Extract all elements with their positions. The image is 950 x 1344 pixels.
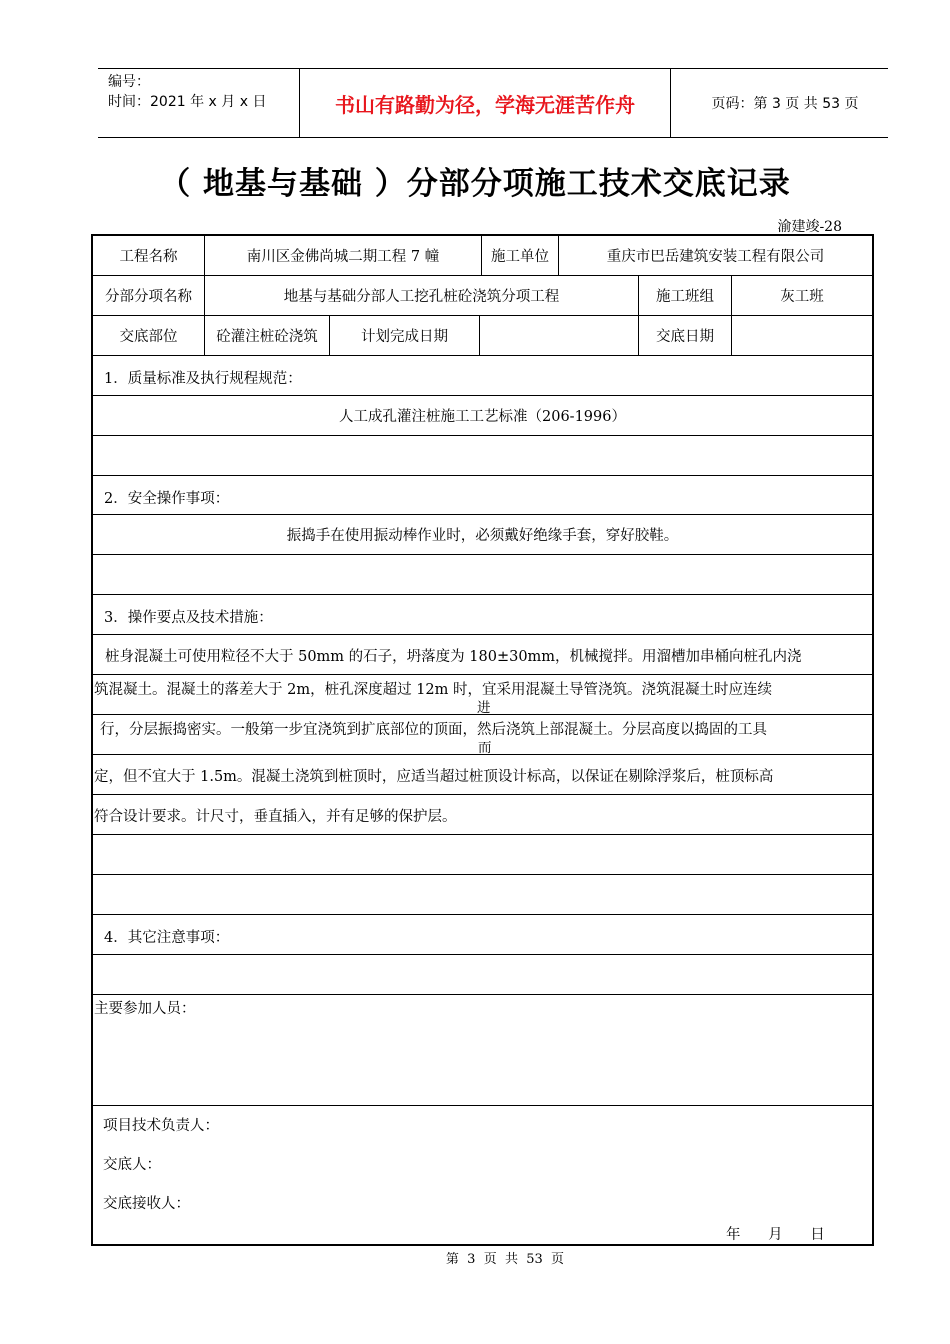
signature-block <box>93 1106 872 1244</box>
participants-label: 主要参加人员： <box>94 1001 196 1017</box>
document-number-label: 编号： <box>108 74 150 90</box>
subproject-label: 分部分项名称 <box>105 289 192 305</box>
blank-row <box>93 875 872 915</box>
section1-text-row <box>93 396 872 436</box>
header-page-info: 页码：第 3 页 共 53 页 <box>711 96 859 112</box>
section3-heading-row <box>93 595 872 635</box>
page-footer: 第 3 页 共 53 页 <box>445 1252 565 1267</box>
disclosure-date-label: 交底日期 <box>638 316 731 355</box>
info-row-subproject <box>93 276 872 316</box>
sign-date-line: 年 月 日 <box>726 1227 825 1243</box>
section3-line-row <box>93 795 872 835</box>
participants-row <box>93 995 872 1106</box>
section1-heading: 1．质量标准及执行规程规范： <box>104 371 302 387</box>
section3-heading: 3．操作要点及技术措施： <box>104 610 273 626</box>
section4-heading: 4．其它注意事项： <box>104 930 230 946</box>
form-code: 渝建竣-28 <box>777 219 842 235</box>
section3-line-row <box>93 635 872 675</box>
receiver-label: 交底接收人： <box>103 1196 190 1212</box>
blank-row <box>93 555 872 595</box>
blank-row <box>93 835 872 875</box>
blank-row <box>93 436 872 476</box>
section3-line-row <box>93 755 872 795</box>
section2-text-row <box>93 515 872 555</box>
blank-row <box>93 955 872 995</box>
section2-text: 振捣手在使用振动棒作业时，必须戴好绝缘手套，穿好胶鞋。 <box>286 528 679 544</box>
section3-line-wrap: 进 <box>477 700 491 716</box>
document-time: 时间：2021 年 x 月 x 日 <box>108 94 267 110</box>
header-motto: 书山有路勤为径，学海无涯苦作舟 <box>299 69 671 137</box>
section1-text: 人工成孔灌注桩施工工艺标准（206-1996） <box>339 409 626 425</box>
team-label: 施工班组 <box>638 276 731 315</box>
location-label: 交底部位 <box>119 329 178 345</box>
info-row-project <box>93 236 872 276</box>
section3-line-wrap: 而 <box>478 740 492 756</box>
header-meta <box>98 69 299 137</box>
discloser-label: 交底人： <box>103 1157 161 1173</box>
section2-heading-row <box>93 476 872 515</box>
project-name-label: 工程名称 <box>119 249 178 265</box>
page-header <box>98 68 888 138</box>
location-value: 砼灌注桩砼浇筑 <box>204 316 329 355</box>
disclosure-date-value <box>731 316 872 355</box>
section1-heading-row <box>93 356 872 396</box>
section3-line: 桩身混凝土可使用粒径不大于 50mm 的石子，坍落度为 180±30mm，机械搅拌。用溜槽加串桶向桩孔内浇 <box>105 649 802 665</box>
project-name-value: 南川区金佛尚城二期工程 7 幢 <box>204 236 481 275</box>
section2-heading: 2．安全操作事项： <box>104 491 230 507</box>
section3-line: 行，分层振捣密实。一般第一步宜浇筑到扩底部位的顶面，然后浇筑上部混凝土。分层高度以捣固的工具 <box>100 722 767 738</box>
subproject-value: 地基与基础分部人工挖孔桩砼浇筑分项工程 <box>204 276 638 315</box>
info-row-location <box>93 316 872 356</box>
section3-line: 筑混凝土。混凝土的落差大于 2m，桩孔深度超过 12m 时，宜采用混凝土导管浇筑。浇筑混凝土时应连续 <box>94 682 772 698</box>
section3-line-row <box>93 675 872 715</box>
section4-heading-row <box>93 915 872 955</box>
contractor-value: 重庆市巴岳建筑安装工程有限公司 <box>558 236 872 275</box>
tech-lead-label: 项目技术负责人： <box>103 1118 219 1134</box>
section3-line-row <box>93 715 872 755</box>
planned-date-label: 计划完成日期 <box>329 316 479 355</box>
team-value: 灰工班 <box>731 276 872 315</box>
contractor-label: 施工单位 <box>481 236 558 275</box>
page-title: （ 地基与基础 ）分部分项施工技术交底记录 <box>159 166 791 202</box>
section3-line: 符合设计要求。计尺寸，垂直插入，并有足够的保护层。 <box>94 809 457 825</box>
planned-date-value <box>479 316 638 355</box>
section3-line: 定，但不宜大于 1.5m。混凝土浇筑到桩顶时，应适当超过桩顶设计标高，以保证在剔除浮浆后，桩顶标高 <box>94 769 774 785</box>
disclosure-form <box>91 234 874 1246</box>
